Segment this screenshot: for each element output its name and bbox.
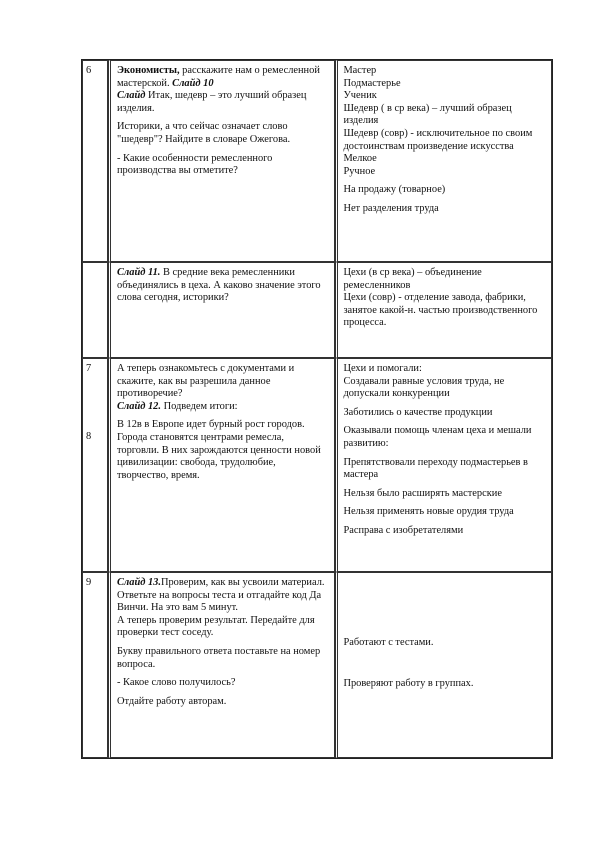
teacher-paragraph: Отдайте работу авторам.: [117, 695, 227, 707]
lesson-plan-table: [81, 59, 553, 759]
list-item: Ученик: [343, 90, 377, 102]
list-item: Нельзя применять новые орудия труда: [343, 506, 514, 518]
student-activity-cell: [335, 358, 552, 572]
list-item: Цехи (в ср века) – объединение ремесленников: [343, 267, 482, 291]
teacher-activity-cell: [108, 572, 335, 758]
student-activity-cell: [335, 60, 552, 262]
step-number-cell: [82, 358, 108, 572]
step-number-cell: [82, 262, 108, 358]
list-item: Шедевр ( в ср века) – лучший образец изделия: [343, 102, 512, 127]
teacher-paragraph: Слайд 12. Подведем итоги:: [117, 400, 238, 412]
list-item: Цехи (совр) - отделение завода, фабрики, занятое какой-н. частью производственного процесса.: [343, 292, 538, 329]
teacher-activity-cell: [108, 60, 335, 262]
step-number: 9: [86, 577, 92, 588]
teacher-paragraph: - Какие особенности ремесленного производства вы отметите?: [117, 152, 273, 177]
list-item: Мелкое: [343, 153, 377, 165]
list-item: Проверяют работу в группах.: [343, 677, 474, 689]
student-activity-cell: [335, 572, 552, 758]
list-item: Создавали равные условия труда, не допускали конкуренции: [343, 375, 505, 400]
slide-label: Слайд 13.: [117, 577, 161, 588]
student-activity-cell: [335, 262, 552, 358]
table-row: [82, 358, 552, 572]
list-item: Подмастерье: [343, 77, 401, 89]
slide-label: Слайд 11.: [117, 267, 161, 278]
list-item: Препятствовали переходу подмастерьев в мастера: [343, 456, 528, 481]
teacher-paragraph: Слайд 13.Проверим, как вы усвоили материал. Ответьте на вопросы теста и отгадайте код Да Винчи. На это вам 5 минут.: [117, 577, 325, 614]
table-row: [82, 572, 552, 758]
list-item: Расправа с изобретателями: [343, 524, 464, 536]
teacher-paragraph: Слайд Итак, шедевр – это лучший образец изделия.: [117, 90, 307, 114]
list-item: Оказывали помощь членам цеха и мешали развитию:: [343, 425, 532, 449]
table-row: [82, 262, 552, 358]
teacher-paragraph: Экономисты, расскажите нам о ремесленной мастерской. Слайд 10: [117, 65, 320, 89]
table-row: [82, 60, 552, 262]
teacher-activity-cell: [108, 358, 335, 572]
step-number-cell: [82, 60, 108, 262]
list-item: Заботились о качестве продукции: [343, 406, 493, 418]
list-item: Работают с тестами.: [343, 637, 434, 648]
step-number: 7: [86, 363, 92, 374]
list-item: Нельзя было расширять мастерские: [343, 487, 502, 499]
teacher-paragraph: Историки, а что сейчас означает слово "шедевр"? Найдите в словаре Ожегова.: [117, 121, 291, 145]
step-number: 8: [86, 430, 92, 442]
step-number: 6: [86, 65, 92, 76]
step-number-cell: [82, 572, 108, 758]
list-item: Шедевр (совр) - исключительное по своим достоинствам произведение искусства: [343, 127, 533, 152]
list-item: Мастер: [343, 65, 377, 76]
teacher-paragraph: В 12в в Европе идет бурный рост городов. Города становятся центрами ремесла, торговли. В них зарождаются ценности новой цивилизации: свобода, трудолюбие, творчество, время.: [117, 419, 321, 481]
teacher-paragraph: А теперь проверим результат. Передайте для проверки тест соседу.: [117, 614, 315, 639]
slide-label: Слайд 12.: [117, 400, 161, 412]
teacher-paragraph: А теперь ознакомьтесь с документами и скажите, как вы разрешила данное противоречие?: [117, 363, 295, 400]
slide-label: Слайд 10: [172, 77, 214, 89]
slide-label: Слайд: [117, 90, 146, 102]
list-item: Ручное: [343, 165, 376, 177]
list-item: Цехи и помогали:: [343, 363, 422, 374]
teacher-paragraph: - Какое слово получилось?: [117, 677, 236, 689]
teacher-paragraph: Букву правильного ответа поставьте на номер вопроса.: [117, 645, 321, 670]
list-item: На продажу (товарное): [343, 184, 446, 196]
list-item: Нет разделения труда: [343, 202, 439, 214]
teacher-activity-cell: [108, 262, 335, 358]
teacher-paragraph: Слайд 11. В средние века ремесленники объединялись в цеха. А каково значение этого слова сегодня, историки?: [117, 267, 321, 304]
